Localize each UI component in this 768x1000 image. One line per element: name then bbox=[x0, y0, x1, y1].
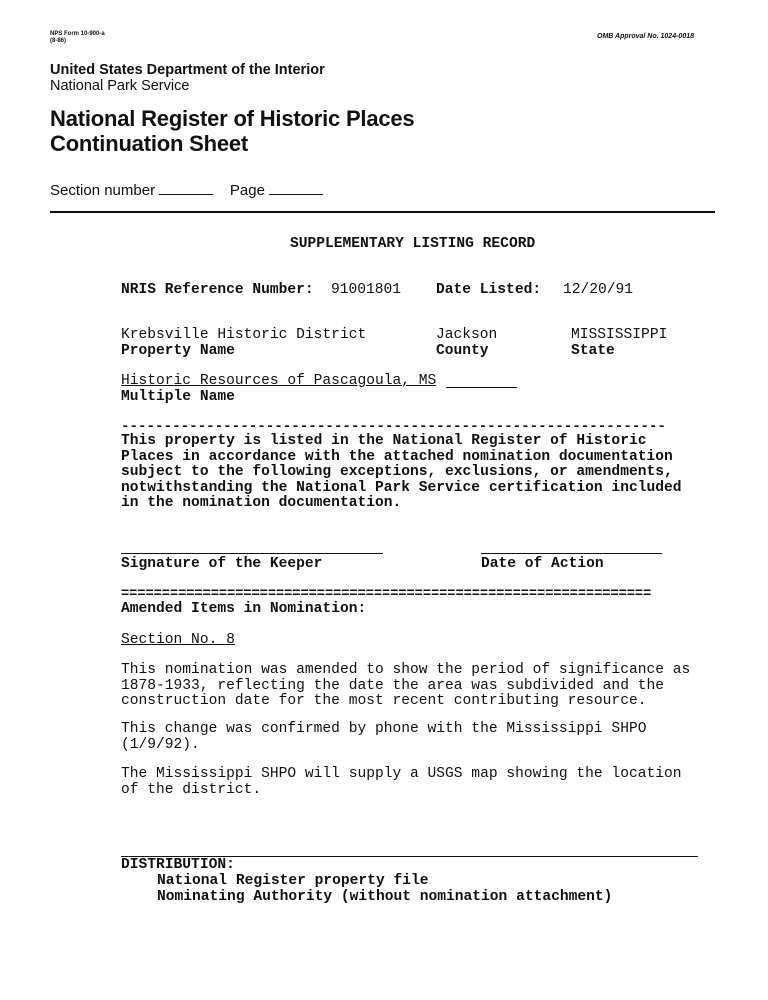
nris-ref-label: NRIS Reference Number: bbox=[121, 282, 314, 298]
paragraph-line: construction date for the most recent contributing resource. bbox=[121, 693, 647, 709]
title-line2: Continuation Sheet bbox=[50, 131, 249, 156]
signature-label: Signature of the Keeper bbox=[121, 556, 323, 572]
form-number bbox=[50, 31, 105, 44]
date-action-label: Date of Action bbox=[481, 556, 604, 572]
county-value: Jackson bbox=[436, 327, 498, 343]
page-number-blank bbox=[269, 194, 323, 195]
title-line1: National Register of Historic Places bbox=[50, 106, 415, 131]
agency-name: National Park Service bbox=[50, 78, 190, 94]
nris-ref-value: 91001801 bbox=[331, 282, 402, 298]
form-number-line2: (8-86) bbox=[50, 37, 67, 44]
amendment-paragraph-3 bbox=[121, 767, 682, 798]
state-label: State bbox=[571, 343, 615, 359]
page-title bbox=[50, 106, 414, 156]
page-label: Page bbox=[229, 182, 265, 199]
date-listed-label: Date Listed: bbox=[436, 282, 542, 298]
amendment-paragraph-1 bbox=[121, 663, 690, 710]
section-number-amended: Section No. 8 bbox=[121, 632, 235, 648]
omb-approval: OMB Approval No. 1024-0018 bbox=[597, 33, 694, 40]
statement-line: in the nomination documentation. bbox=[121, 495, 402, 511]
distribution-heading: DISTRIBUTION: bbox=[121, 857, 235, 873]
section-page-line bbox=[50, 182, 323, 199]
statement-line: Places in accordance with the attached nomination documentation bbox=[121, 448, 673, 465]
record-heading: SUPPLEMENTARY LISTING RECORD bbox=[290, 236, 536, 252]
county-label: County bbox=[436, 343, 489, 359]
paragraph-line: of the district. bbox=[121, 781, 262, 798]
distribution-list bbox=[157, 874, 612, 905]
statement-line: This property is listed in the National Register of Historic bbox=[121, 433, 647, 449]
department-name: United States Department of the Interior bbox=[50, 62, 325, 78]
property-name-value: Krebsville Historic District bbox=[121, 327, 367, 343]
header-rule bbox=[50, 211, 715, 213]
multiple-name-label: Multiple Name bbox=[121, 389, 235, 405]
section-number-label: Section number bbox=[50, 182, 156, 199]
amended-heading: Amended Items in Nomination: bbox=[121, 601, 367, 617]
paragraph-line: (1/9/92). bbox=[121, 736, 200, 753]
equals-rule: ================================================================= bbox=[121, 587, 652, 602]
form-number-line1: NPS Form 10-900-a bbox=[50, 31, 105, 37]
signature-line bbox=[121, 553, 383, 554]
listing-statement bbox=[121, 434, 682, 512]
statement-line: subject to the following exceptions, exclusions, or amendments, bbox=[121, 464, 673, 480]
distribution-item: National Register property file bbox=[157, 873, 429, 889]
paragraph-line: The Mississippi SHPO will supply a USGS map showing the location bbox=[121, 766, 682, 782]
state-value: MISSISSIPPI bbox=[571, 327, 668, 343]
date-action-line bbox=[481, 553, 662, 554]
date-listed-value: 12/20/91 bbox=[563, 282, 634, 298]
amendment-paragraph-2 bbox=[121, 722, 646, 753]
multiple-name-value: Historic Resources of Pascagoula, MS bbox=[121, 373, 437, 389]
multiple-name-underline-tail bbox=[446, 387, 517, 388]
paragraph-line: This nomination was amended to show the period of significance as bbox=[121, 662, 691, 678]
paragraph-line: 1878-1933, reflecting the date the area was subdivided and the bbox=[121, 677, 664, 694]
property-name-label: Property Name bbox=[121, 343, 235, 359]
paragraph-line: This change was confirmed by phone with the Mississippi SHPO bbox=[121, 721, 647, 737]
section-number-blank bbox=[159, 194, 213, 195]
dash-rule: ---------------------------------------------------------------- bbox=[121, 419, 666, 435]
statement-line: notwithstanding the National Park Service certification included bbox=[121, 479, 682, 496]
distribution-item: Nominating Authority (without nomination attachment) bbox=[157, 888, 613, 905]
